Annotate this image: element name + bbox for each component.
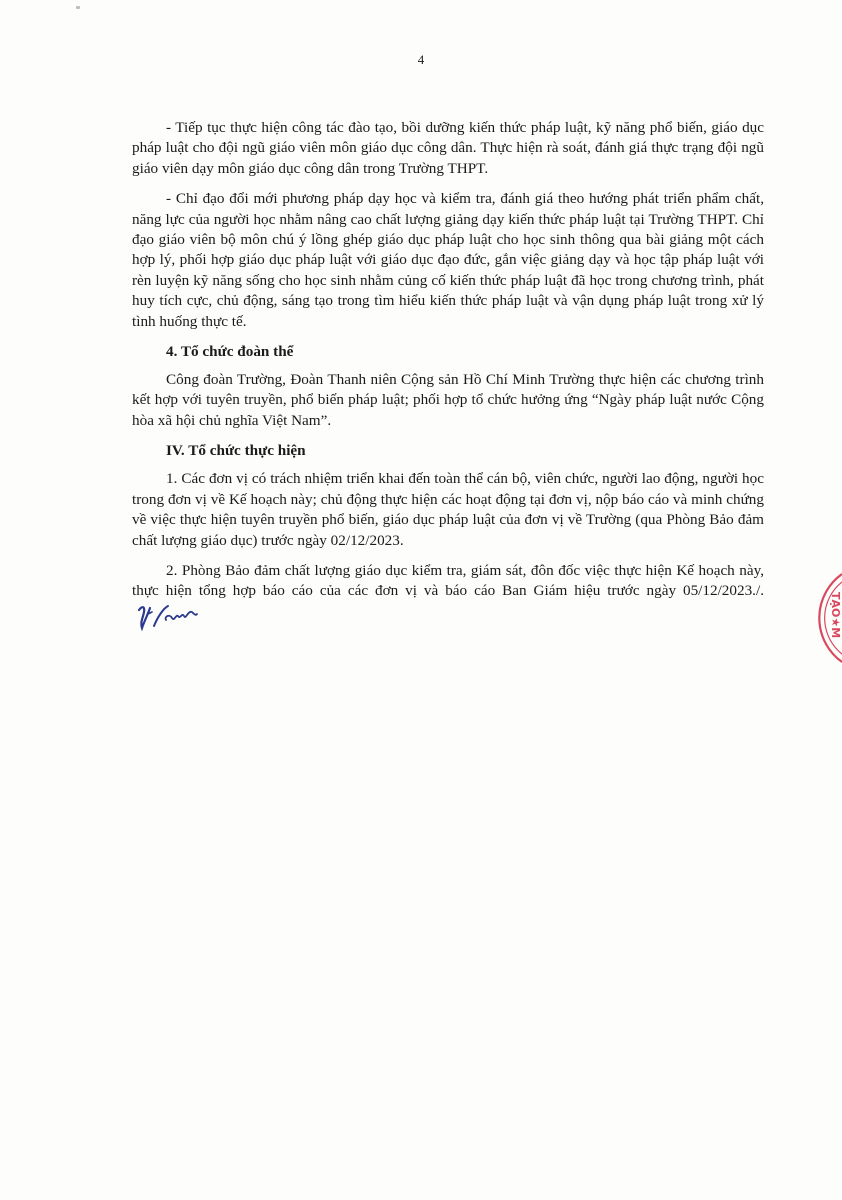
official-seal-fragment — [802, 568, 842, 668]
paragraph-mass-organizations: Công đoàn Trường, Đoàn Thanh niên Cộng sản Hồ Chí Minh Trường thực hiện các chương trình kết hợp với tuyên truyền, phổ biến pháp luật; phối hợp tổ chức hưởng ứng “Ngày pháp luật nước Cộng hòa xã hội chủ nghĩa Việt Nam”. — [132, 371, 764, 429]
signature-stroke-4 — [166, 611, 197, 619]
signature-stroke-1 — [139, 607, 150, 628]
paragraph-training: - Tiếp tục thực hiện công tác đào tạo, bồi dưỡng kiến thức pháp luật, kỹ năng phổ biến, giáo dục pháp luật cho đội ngũ giáo viên môn giáo dục công dân. Thực hiện rà soát, đánh giá thực trạng đội ngũ giáo viên dạy môn giáo dục công dân trong Trường THPT. — [132, 119, 764, 177]
paragraph-implementation-2 — [132, 561, 764, 632]
paragraph-implementation-2-text: 2. Phòng Bảo đảm chất lượng giáo dục kiểm tra, giám sát, đôn đốc việc thực hiện Kế hoạch này, thực hiện tổng hợp báo cáo của các đơn vị và báo cáo Ban Giám hiệu trước ngày 05/12/2023./. — [132, 561, 764, 600]
seal-text: TẠO★M — [829, 592, 842, 639]
initial-signature — [136, 602, 198, 632]
paragraph-teaching-methods: - Chỉ đạo đổi mới phương pháp dạy học và kiểm tra, đánh giá theo hướng phát triển phẩm chất, năng lực của người học nhằm nâng cao chất lượng giảng dạy kiến thức pháp luật tại Trường THPT. Chỉ đạo giáo viên bộ môn chú ý lồng ghép giáo dục pháp luật cho học sinh thông qua bài giảng một cách hợp lý, phối hợp giáo dục pháp luật với giáo dục đạo đức, gắn việc giảng dạy và học tập pháp luật với rèn luyện kỹ năng sống cho học sinh nhằm củng cố kiến thức pháp luật đã học trong chương trình, phát huy tích cực, chủ động, sáng tạo trong tìm hiểu kiến thức pháp luật và vận dụng pháp luật trong xử lý tình huống thực tế. — [132, 190, 764, 330]
scan-artifact — [76, 6, 80, 9]
heading-implementation: IV. Tổ chức thực hiện — [166, 442, 306, 460]
heading-mass-organizations: 4. Tổ chức đoàn thể — [166, 343, 294, 361]
document-body — [132, 118, 764, 642]
page-number: 4 — [417, 52, 425, 67]
paragraph-implementation-1: 1. Các đơn vị có trách nhiệm triển khai đến toàn thể cán bộ, viên chức, người lao động, người học trong đơn vị về Kế hoạch này; chủ động thực hiện các hoạt động tại đơn vị, nộp báo cáo và minh chứng về việc thực hiện tuyên truyền phổ biến, giáo dục pháp luật của đơn vị về Trường (qua Phòng Bảo đảm chất lượng giáo dục) trước ngày 02/12/2023. — [132, 470, 764, 549]
